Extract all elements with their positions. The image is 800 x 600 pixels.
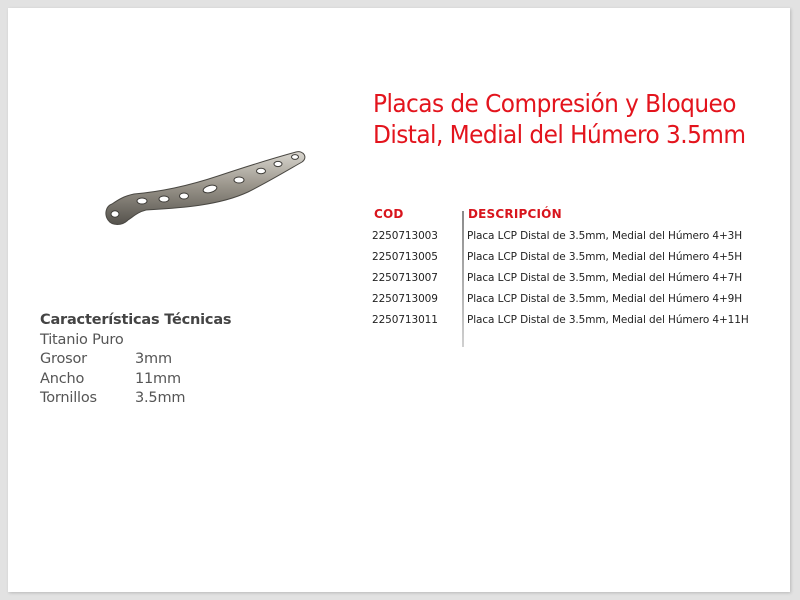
table-row-code: 2250713007: [372, 272, 438, 284]
spec-value: 3mm: [135, 351, 172, 367]
table-row-description: Placa LCP Distal de 3.5mm, Medial del Húmero 4+11H: [467, 314, 749, 326]
column-header-description: DESCRIPCIÓN: [468, 207, 562, 221]
column-header-code: COD: [374, 207, 404, 221]
title-line-2: Distal, Medial del Húmero 3.5mm: [373, 120, 746, 149]
spec-value: 3.5mm: [135, 390, 186, 406]
title-line-1: Placas de Compresión y Bloqueo: [373, 89, 736, 118]
spec-label: Tornillos: [40, 390, 97, 406]
technical-specs: [40, 311, 231, 409]
spec-row-thickness: [40, 350, 231, 370]
spec-row-width: [40, 370, 231, 390]
table-row-description: Placa LCP Distal de 3.5mm, Medial del Húmero 4+3H: [467, 230, 743, 242]
specs-heading: Características Técnicas: [40, 312, 232, 328]
page-title: [373, 88, 745, 150]
spec-row-screws: [40, 389, 231, 409]
table-divider: [462, 211, 464, 347]
table-row-description: Placa LCP Distal de 3.5mm, Medial del Húmero 4+5H: [467, 251, 743, 263]
spec-label: Ancho: [40, 370, 85, 387]
table-row-code: 2250713009: [372, 293, 438, 305]
spec-label: Grosor: [40, 351, 87, 367]
table-row-code: 2250713011: [372, 314, 438, 326]
bone-plate-image: [98, 148, 313, 243]
page-sheet: [8, 8, 790, 592]
specs-material: Titanio Puro: [40, 331, 124, 348]
table-row-description: Placa LCP Distal de 3.5mm, Medial del Húmero 4+7H: [467, 272, 743, 284]
spec-value: 11mm: [135, 370, 181, 387]
table-row-code: 2250713005: [372, 251, 438, 263]
table-row-description: Placa LCP Distal de 3.5mm, Medial del Húmero 4+9H: [467, 293, 743, 305]
table-row-code: 2250713003: [372, 230, 438, 242]
